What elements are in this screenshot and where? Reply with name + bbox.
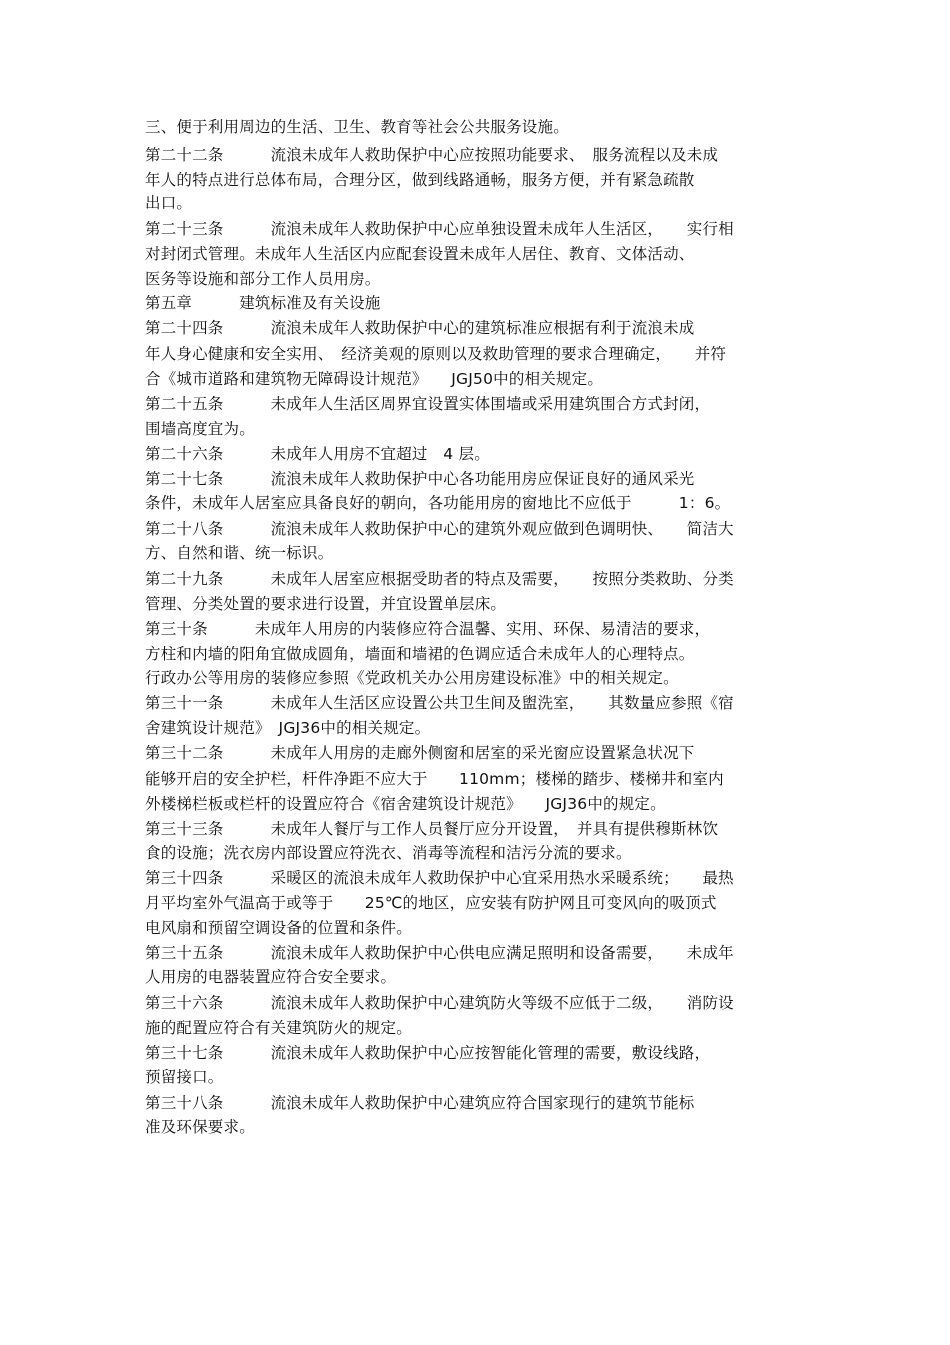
text-line: 对封闭式管理。未成年人生活区内应配套设置未成年人居住、教育、文体活动、 <box>145 245 695 263</box>
text-line: 食的设施；洗衣房内部设置应符洗衣、消毒等流程和洁污分流的要求。 <box>145 844 632 862</box>
text-line: 电风扇和预留空调设备的位置和条件。 <box>145 919 412 937</box>
text-line: 年人身心健康和安全实用、 经济美观的原则以及救助管理的要求合理确定， 并符 <box>145 345 727 363</box>
text-line: 第三十二条 未成年人用房的走廊外侧窗和居室的采光窗应设置紧急状况下 <box>145 744 695 762</box>
text-line: 医务等设施和部分工作人员用房。 <box>145 270 381 288</box>
text-line: 合《城市道路和建筑物无障碍设计规范》 JGJ50中的相关规定。 <box>145 370 604 388</box>
text-line: 第二十八条 流浪未成年人救助保护中心的建筑外观应做到色调明快、 简洁大 <box>145 520 734 538</box>
text-line: 外楼梯栏板或栏杆的设置应符合《宿舍建筑设计规范》 JGJ36中的规定。 <box>145 795 666 813</box>
text-line: 行政办公等用房的装修应参照《党政机关办公用房建设标准》中的相关规定。 <box>145 669 679 687</box>
text-line: 三、便于利用周边的生活、卫生、教育等社会公共服务设施。 <box>145 118 569 136</box>
text-line: 第三十条 未成年人用房的内装修应符合温馨、实用、环保、易清洁的要求， <box>145 620 711 638</box>
text-line: 第三十一条 未成年人生活区应设置公共卫生间及盥洗室， 其数量应参照《宿 <box>145 694 734 712</box>
text-line: 第三十五条 流浪未成年人救助保护中心供电应满足照明和设备需要， 未成年 <box>145 944 734 962</box>
text-line: 第二十七条 流浪未成年人救助保护中心各功能用房应保证良好的通风采光 <box>145 470 695 488</box>
text-line: 月平均室外气温高于或等于 25℃的地区，应安装有防护网且可变风向的吸顶式 <box>145 894 717 912</box>
text-line: 条件，未成年人居室应具备良好的朝向，各功能用房的窗地比不应低于 1：6。 <box>145 494 731 512</box>
text-line: 第三十四条 采暖区的流浪未成年人救助保护中心宜采用热水采暖系统； 最热 <box>145 869 734 887</box>
text-line: 预留接口。 <box>145 1068 224 1086</box>
text-line: 第二十四条 流浪未成年人救助保护中心的建筑标准应根据有利于流浪未成 <box>145 319 695 337</box>
text-line: 能够开启的安全护栏，杆件净距不应大于 110mm；楼梯的踏步、楼梯井和室内 <box>145 770 724 788</box>
chapter-heading: 第五章 建筑标准及有关设施 <box>145 294 381 312</box>
text-line: 第二十二条 流浪未成年人救助保护中心应按照功能要求、 服务流程以及未成 <box>145 146 719 164</box>
text-line: 人用房的电器装置应符合安全要求。 <box>145 968 397 986</box>
text-line: 舍建筑设计规范》 JGJ36中的相关规定。 <box>145 719 431 737</box>
text-line: 第三十七条 流浪未成年人救助保护中心应按智能化管理的需要，敷设线路， <box>145 1044 711 1062</box>
text-line: 出口。 <box>145 194 193 212</box>
text-line: 第二十六条 未成年人用房不宜超过 4 层。 <box>145 445 490 463</box>
text-line: 准及环保要求。 <box>145 1118 255 1136</box>
text-line: 第三十三条 未成年人餐厅与工作人员餐厅应分开设置， 并具有提供穆斯林饮 <box>145 820 719 838</box>
text-line: 围墙高度宜为。 <box>145 420 255 438</box>
text-line: 施的配置应符合有关建筑防火的规定。 <box>145 1019 412 1037</box>
text-line: 方柱和内墙的阳角宜做成圆角，墙面和墙裙的色调应适合未成年人的心理特点。 <box>145 645 695 663</box>
text-line: 第二十三条 流浪未成年人救助保护中心应单独设置未成年人生活区， 实行相 <box>145 220 734 238</box>
text-line: 第三十八条 流浪未成年人救助保护中心建筑应符合国家现行的建筑节能标 <box>145 1094 695 1112</box>
text-line: 第二十五条 未成年人生活区周界宜设置实体围墙或采用建筑围合方式封闭， <box>145 395 711 413</box>
text-line: 管理、分类处置的要求进行设置，并宜设置单层床。 <box>145 595 507 613</box>
text-line: 方、自然和谐、统一标识。 <box>145 544 334 562</box>
text-line: 第二十九条 未成年人居室应根据受助者的特点及需要， 按照分类救助、分类 <box>145 570 734 588</box>
text-line: 年人的特点进行总体布局，合理分区，做到线路通畅，服务方便，并有紧急疏散 <box>145 171 695 189</box>
text-line: 第三十六条 流浪未成年人救助保护中心建筑防火等级不应低于二级， 消防设 <box>145 994 734 1012</box>
